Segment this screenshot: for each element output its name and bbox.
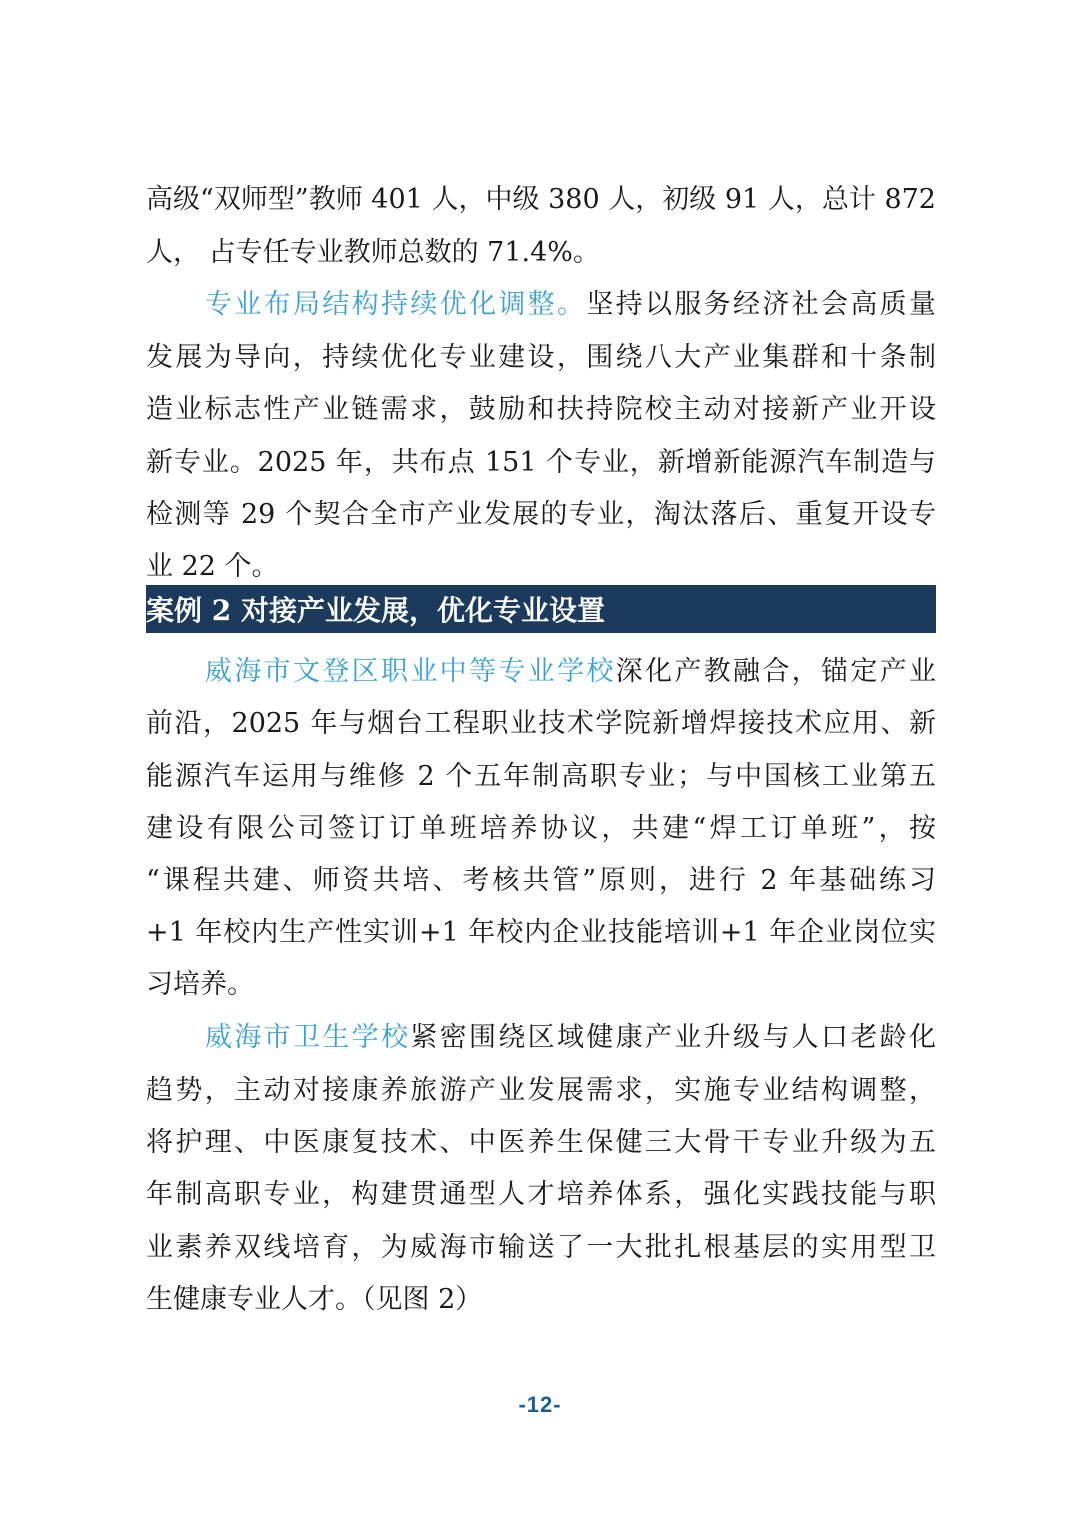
paragraph-line: 建设有限公司签订订单班培养协议，共建“焊工订单班”，按 xyxy=(146,813,936,844)
paragraph-text: 深化产教融合，锚定产业 xyxy=(615,656,937,687)
paragraph-line: 造业标志性产业链需求，鼓励和扶持院校主动对接新产业开设 xyxy=(146,394,936,425)
paragraph-line: “课程共建、师资共培、考核共管”原则，进行 2 年基础练习 xyxy=(146,865,936,896)
paragraph-text: 坚持以服务经济社会高质量 xyxy=(586,289,937,320)
paragraph-line: 能源汽车运用与维修 2 个五年制高职专业；与中国核工业第五 xyxy=(146,761,936,792)
paragraph-line: 趋势，主动对接康养旅游产业发展需求，实施专业结构调整， xyxy=(146,1075,936,1106)
case-title: 案例 2 对接产业发展，优化专业设置 xyxy=(146,594,605,627)
paragraph-first-line xyxy=(205,652,936,692)
school-name-highlight: 威海市文登区职业中等专业学校 xyxy=(205,656,616,687)
page-number: -12- xyxy=(518,1392,562,1417)
paragraph-line: +1 年校内生产性实训+1 年校内企业技能培训+1 年企业岗位实 xyxy=(146,917,936,948)
paragraph-line: 高级“双师型”教师 401 人，中级 380 人，初级 91 人，总计 872 xyxy=(146,184,936,215)
paragraph-line: 前沿，2025 年与烟台工程职业技术学院新增焊接技术应用、新 xyxy=(146,708,936,739)
paragraph-line: 年制高职专业，构建贯通型人才培养体系，强化实践技能与职 xyxy=(146,1179,936,1210)
paragraph-line: 业 22 个。 xyxy=(146,551,279,582)
section-heading-inline: 专业布局结构持续优化调整。 xyxy=(205,289,587,320)
school-name-highlight: 威海市卫生学校 xyxy=(205,1022,411,1053)
paragraph-line: 将护理、中医康复技术、中医养生保健三大骨干专业升级为五 xyxy=(146,1127,936,1158)
paragraph-line: 新专业。2025 年，共布点 151 个专业，新增新能源汽车制造与 xyxy=(146,447,936,478)
paragraph-text: 紧密围绕区域健康产业升级与人口老龄化 xyxy=(410,1022,937,1053)
paragraph-line: 业素养双线培育，为威海市输送了一大批扎根基层的实用型卫 xyxy=(146,1232,936,1263)
paragraph-line: 生健康专业人才。（见图 2） xyxy=(146,1284,483,1315)
paragraph-line: 人， 占专任专业教师总数的 71.4%。 xyxy=(146,237,600,268)
paragraph-first-line xyxy=(205,1018,936,1058)
case-title-bar xyxy=(146,585,936,633)
paragraph-line: 习培养。 xyxy=(146,969,254,1000)
paragraph-line: 检测等 29 个契合全市产业发展的专业，淘汰落后、重复开设专 xyxy=(146,499,936,530)
paragraph-line: 发展为导向，持续优化专业建设，围绕八大产业集群和十条制 xyxy=(146,342,936,373)
paragraph-first-line xyxy=(205,285,936,325)
